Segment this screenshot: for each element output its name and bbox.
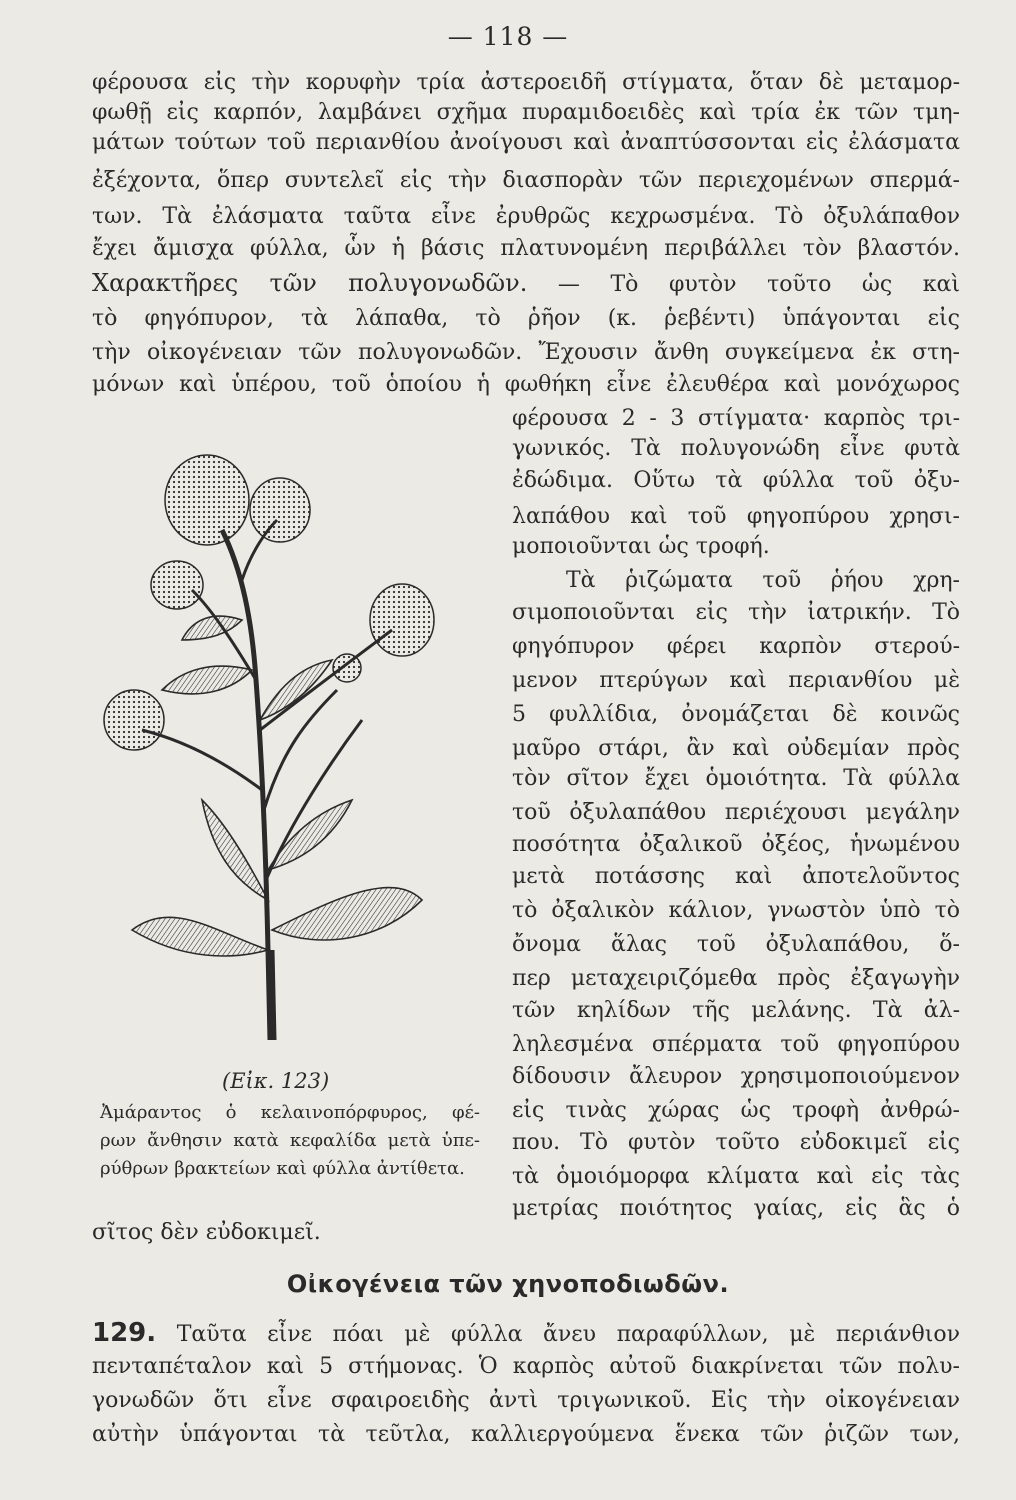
section-number: 129. xyxy=(92,1318,157,1348)
column-line: Τὰ ῥιζώματα τοῦ ῥήου χρη- xyxy=(566,568,960,593)
figure-caption-line: Ἀμάραντος ὁ κελαινοπόρφυρος, φέ- xyxy=(100,1102,480,1123)
text-line: μόνων καὶ ὑπέρου, τοῦ ὁποίου ἡ φωθήκη εἶνε ἐλευθέρα καὶ μονόχωρος xyxy=(92,372,960,397)
figure-caption-line: ρύθρων βρακτείων καὶ φύλλα ἀντίθετα. xyxy=(100,1158,465,1179)
column-line: τὰ ὁμοιόμορφα κλίματα καὶ εἰς τὰς xyxy=(512,1164,960,1189)
text-line: μάτων τούτων τοῦ περιανθίου ἀνοίγουσι καὶ ἀναπτύσσονται εἰς ἐλάσματα xyxy=(92,130,960,155)
text-line: αὐτὴν ὑπάγονται τὰ τεῦτλα, καλλιεργούμενα ἕνεκα τῶν ῥιζῶν των, xyxy=(92,1422,960,1447)
column-line: μετὰ ποτάσσης καὶ ἀποτελοῦντος xyxy=(512,864,960,889)
column-line: τὸ ὀξαλικὸν κάλιον, γνωστὸν ὑπὸ τὸ xyxy=(512,898,960,923)
text-fragment: — Τὸ φυτὸν τοῦτο ὡς καὶ xyxy=(557,272,960,297)
characteristics-heading: Χαρακτῆρες τῶν πολυγονωδῶν. xyxy=(92,269,528,297)
text-line: γονωδῶν ὅτι εἶνε σφαιροειδὴς ἀντὶ τριγωνικοῦ. Εἰς τὴν οἰκογένειαν xyxy=(92,1388,960,1413)
column-line: δίδουσιν ἄλευρον χρησιμοποιούμενον xyxy=(512,1064,960,1089)
column-line: ὄνομα ἅλας τοῦ ὀξυλαπάθου, ὅ- xyxy=(512,932,960,957)
section-heading: Οἰκογένεια τῶν χηνοποδιωδῶν. xyxy=(286,1270,730,1298)
column-line: φέρουσα 2 - 3 στίγματα· καρπὸς τρι- xyxy=(512,406,960,431)
column-line: μετρίας ποιότητος γαίας, εἰς ἃς ὁ xyxy=(512,1196,960,1221)
text-fragment: Ταῦτα εἶνε πόαι μὲ φύλλα ἄνευ παραφύλλων, μὲ περιάνθιον xyxy=(176,1322,960,1347)
figure-caption-line: ρων ἄνθησιν κατὰ κεφαλίδα μετὰ ὑπε- xyxy=(100,1130,480,1151)
column-line: ποσότητα ὀξαλικοῦ ὀξέος, ἡνωμένου xyxy=(512,832,960,857)
column-line: φηγόπυρον φέρει καρπὸν στερού- xyxy=(512,634,960,659)
characteristics-line xyxy=(92,268,960,300)
text-line: φέρουσα εἰς τὴν κορυφὴν τρία ἀστεροειδῆ στίγματα, ὅταν δὲ μεταμορ- xyxy=(92,70,960,95)
text-line: ἔχει ἄμισχα φύλλα, ὧν ἡ βάσις πλατυνομένη περιβάλλει τὸν βλαστόν. xyxy=(92,236,960,261)
column-line: τῶν κηλίδων τῆς μελάνης. Τὰ ἀλ- xyxy=(512,998,960,1023)
column-line: μαῦρο στάρι, ἂν καὶ οὐδεμίαν πρὸς xyxy=(512,736,960,761)
column-line: λαπάθου καὶ τοῦ φηγοπύρου χρησι- xyxy=(512,504,960,529)
text-line: τὸ φηγόπυρον, τὰ λάπαθα, τὸ ῥῆον (κ. ῥεβέντι) ὑπάγονται εἰς xyxy=(92,306,960,331)
text-line: των. Τὰ ἐλάσματα ταῦτα εἶνε ἐρυθρῶς κεχρωσμένα. Τὸ ὀξυλάπαθον xyxy=(92,204,960,229)
column-line: ληλεσμένα σπέρματα τοῦ φηγοπύρου xyxy=(512,1032,960,1057)
column-line: ἐδώδιμα. Οὕτω τὰ φύλλα τοῦ ὀξυ- xyxy=(512,468,960,493)
column-line: τοῦ ὀξυλαπάθου περιέχουσι μεγάλην xyxy=(512,800,960,825)
column-line: σιμοποιοῦνται εἰς τὴν ἰατρικήν. Τὸ xyxy=(512,600,960,625)
text-line: φωθῇ εἰς καρπόν, λαμβάνει σχῆμα πυραμιδοειδὲς καὶ τρία ἐκ τῶν τμη- xyxy=(92,100,960,125)
figure-label: (Εἰκ. 123) xyxy=(222,1069,330,1093)
column-line: τὸν σῖτον ἔχει ὁμοιότητα. Τὰ φύλλα xyxy=(512,766,960,791)
column-line: εἰς τινὰς χώρας ὡς τροφὴ ἀνθρώ- xyxy=(512,1098,960,1123)
column-line: γωνικός. Τὰ πολυγονώδη εἶνε φυτὰ xyxy=(512,436,960,461)
continuation-line: σῖτος δὲν εὐδοκιμεῖ. xyxy=(92,1220,321,1245)
amaranth-illustration xyxy=(92,430,492,1070)
column-line: μενον πτερύγων καὶ περιανθίου μὲ xyxy=(512,668,960,693)
column-line: που. Τὸ φυτὸν τοῦτο εὐδοκιμεῖ εἰς xyxy=(512,1130,960,1155)
column-line: μοποιοῦνται ὡς τροφή. xyxy=(512,534,770,559)
page-number: — 118 — xyxy=(447,22,569,51)
section-first-line xyxy=(92,1318,960,1350)
text-line: τὴν οἰκογένειαν τῶν πολυγονωδῶν. Ἔχουσιν ἄνθη συγκείμενα ἐκ στη- xyxy=(92,340,960,365)
column-line: περ μεταχειριζόμεθα πρὸς ἐξαγωγὴν xyxy=(512,966,960,991)
column-line: 5 φυλλίδια, ὀνομάζεται δὲ κοινῶς xyxy=(512,702,960,727)
text-line: πενταπέταλον καὶ 5 στήμονας. Ὁ καρπὸς αὐτοῦ διακρίνεται τῶν πολυ- xyxy=(92,1354,960,1379)
text-line: ἐξέχοντα, ὅπερ συντελεῖ εἰς τὴν διασπορὰν τῶν περιεχομένων σπερμά- xyxy=(92,168,960,193)
